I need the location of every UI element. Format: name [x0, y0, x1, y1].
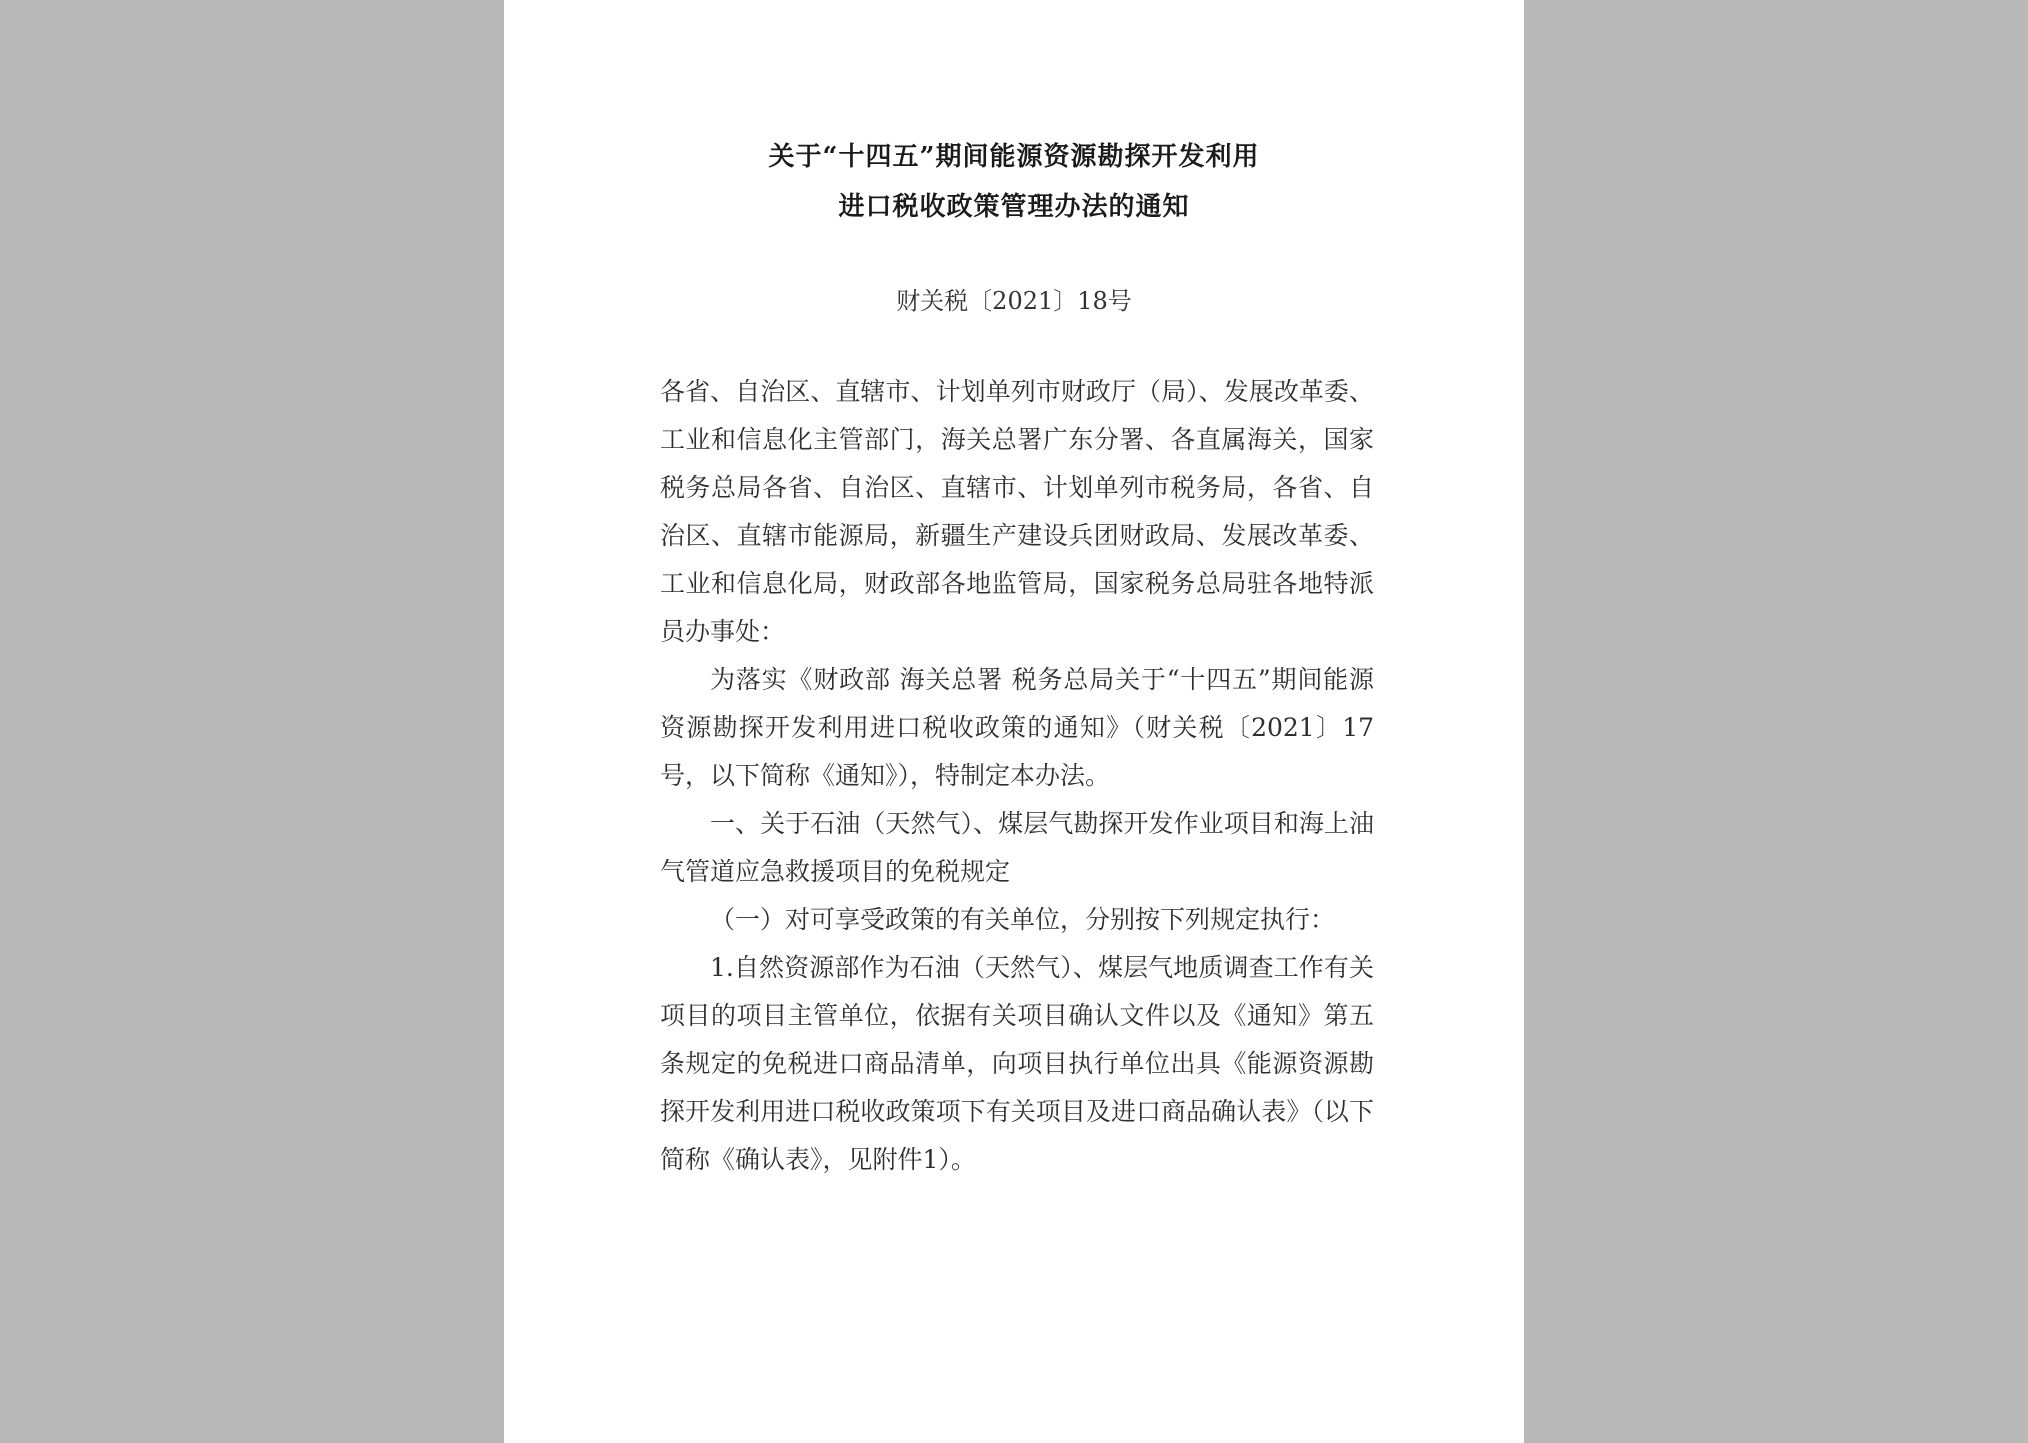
- paragraph-item-1: 1.自然资源部作为石油（天然气）、煤层气地质调查工作有关项目的项目主管单位，依据有关项目确认文件以及《通知》第五条规定的免税进口商品清单，向项目执行单位出具《能源资源勘探开发利用进口税收政策项下有关项目及进口商品确认表》（以下简称《确认表》，见附件1）。: [660, 953, 1374, 1174]
- document-page: [504, 0, 1524, 1443]
- document-body: [660, 368, 1374, 1184]
- paragraph-subsection: （一）对可享受政策的有关单位，分别按下列规定执行：: [710, 905, 1336, 934]
- paragraph-addressees: 各省、自治区、直辖市、计划单列市财政厅（局）、发展改革委、工业和信息化主管部门，海关总署广东分署、各直属海关，国家税务总局各省、自治区、直辖市、计划单列市税务局，各省、自治区、直辖市能源局，新疆生产建设兵团财政局、发展改革委、工业和信息化局，财政部各地监管局，国家税务总局驻各地特派员办事处：: [660, 377, 1374, 646]
- document-title-line-1: 关于“十四五”期间能源资源勘探开发利用: [768, 142, 1260, 172]
- paragraph-purpose: 为落实《财政部 海关总署 税务总局关于“十四五”期间能源资源勘探开发利用进口税收政策的通知》（财关税〔2021〕17号，以下简称《通知》），特制定本办法。: [660, 665, 1374, 790]
- document-title-line-2: 进口税收政策管理办法的通知: [838, 192, 1190, 222]
- paragraph-section-heading: 一、关于石油（天然气）、煤层气勘探开发作业项目和海上油气管道应急救援项目的免税规定: [660, 809, 1374, 886]
- document-number: 财关税〔2021〕18号: [896, 287, 1132, 315]
